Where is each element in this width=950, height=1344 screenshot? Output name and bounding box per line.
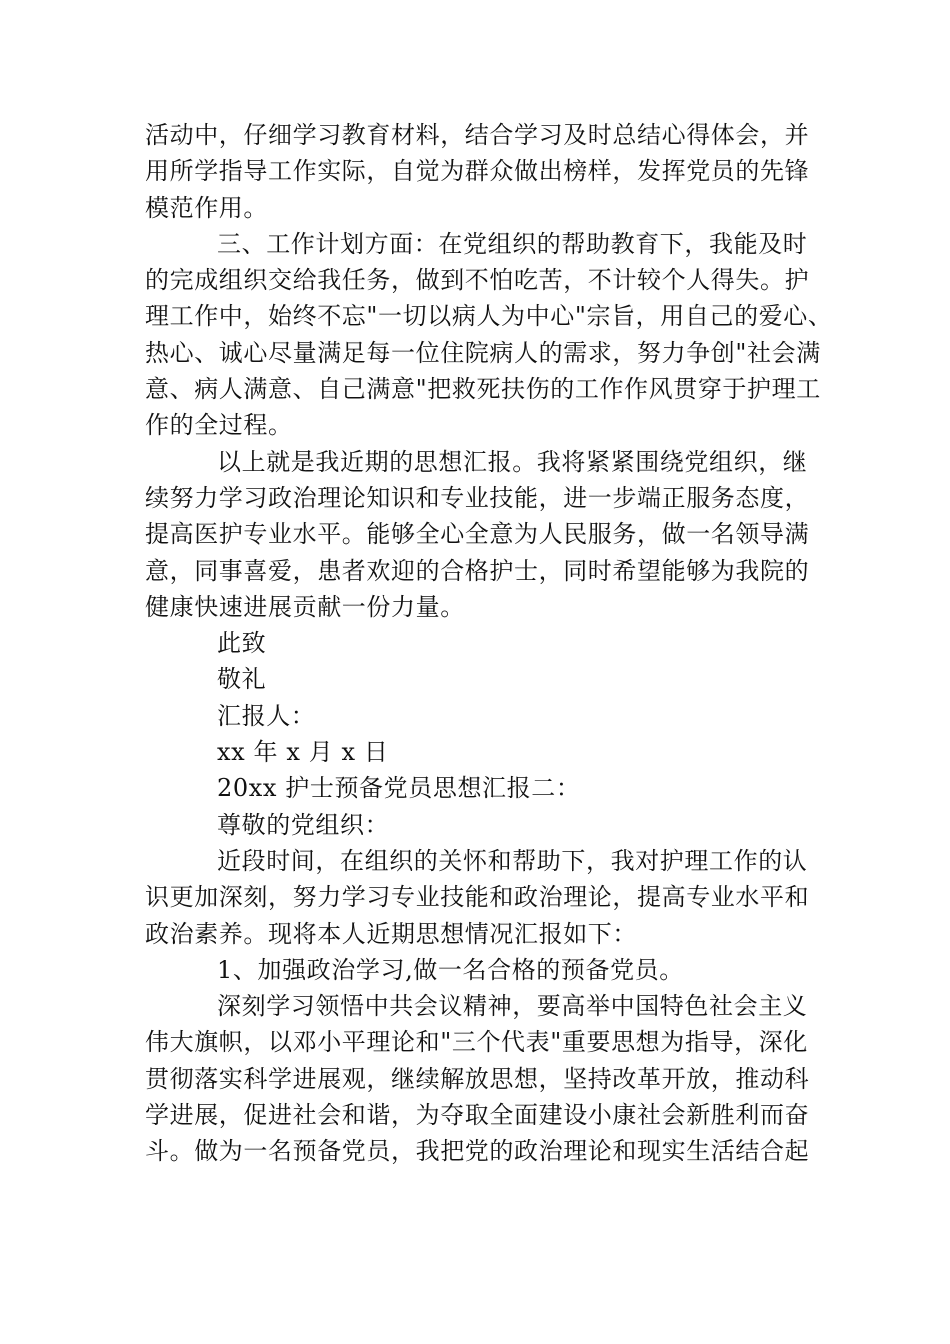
text-line: 学进展，促进社会和谐，为夺取全面建设小康社会新胜利而奋 (145, 1101, 810, 1130)
text-line: 提高医护专业水平。能够全心全意为人民服务，做一名领导满 (145, 520, 810, 549)
text-line: 以上就是我近期的思想汇报。我将紧紧围绕党组织，继 (217, 447, 808, 476)
text-line: 尊敬的党组织： (217, 810, 390, 839)
text-line: 热心、诚心尽量满足每一位住院病人的需求，努力争创"社会满 (145, 338, 821, 367)
text-line: 此致 (217, 629, 267, 658)
text-line: 20xx 护士预备党员思想汇报二： (217, 774, 581, 803)
text-line: 健康快速进展贡献一份力量。 (145, 592, 465, 621)
text-line: xx 年 x 月 x 日 (217, 738, 389, 767)
text-line: 用所学指导工作实际，自觉为群众做出榜样，发挥党员的先锋 (145, 157, 810, 186)
text-line: 三、工作计划方面：在党组织的帮助教育下，我能及时 (217, 229, 808, 258)
text-line: 意、病人满意、自己满意"把救死扶伤的工作作风贯穿于护理工 (145, 375, 821, 404)
text-line: 政治素养。现将本人近期思想情况汇报如下： (145, 919, 637, 948)
text-line: 伟大旗帜，以邓小平理论和"三个代表"重要思想为指导，深化 (145, 1028, 808, 1057)
text-line: 续努力学习政治理论知识和专业技能，进一步端正服务态度， (145, 483, 810, 512)
text-line: 1、加强政治学习,做一名合格的预备党员。 (217, 955, 684, 984)
text-line: 贯彻落实科学进展观，继续解放思想，坚持改革开放，推动科 (145, 1064, 810, 1093)
text-line: 斗。做为一名预备党员，我把党的政治理论和现实生活结合起 (145, 1137, 810, 1166)
text-line: 理工作中，始终不忘"一切以病人为中心"宗旨，用自己的爱心、 (145, 302, 833, 331)
text-line: 的完成组织交给我任务，做到不怕吃苦，不计较个人得失。护 (145, 266, 810, 295)
document-body (145, 117, 833, 1170)
text-line: 近段时间，在组织的关怀和帮助下，我对护理工作的认 (217, 846, 808, 875)
text-line: 意，同事喜爱，患者欢迎的合格护士，同时希望能够为我院的 (145, 556, 810, 585)
text-line: 作的全过程。 (145, 411, 293, 440)
text-line: 识更加深刻，努力学习专业技能和政治理论，提高专业水平和 (145, 883, 810, 912)
text-line: 模范作用。 (145, 193, 268, 222)
text-line: 敬礼 (217, 665, 267, 694)
text-line: 深刻学习领悟中共会议精神，要高举中国特色社会主义 (217, 992, 808, 1021)
text-line: 活动中，仔细学习教育材料，结合学习及时总结心得体会，并 (145, 121, 810, 149)
text-line: 汇报人： (217, 701, 316, 730)
